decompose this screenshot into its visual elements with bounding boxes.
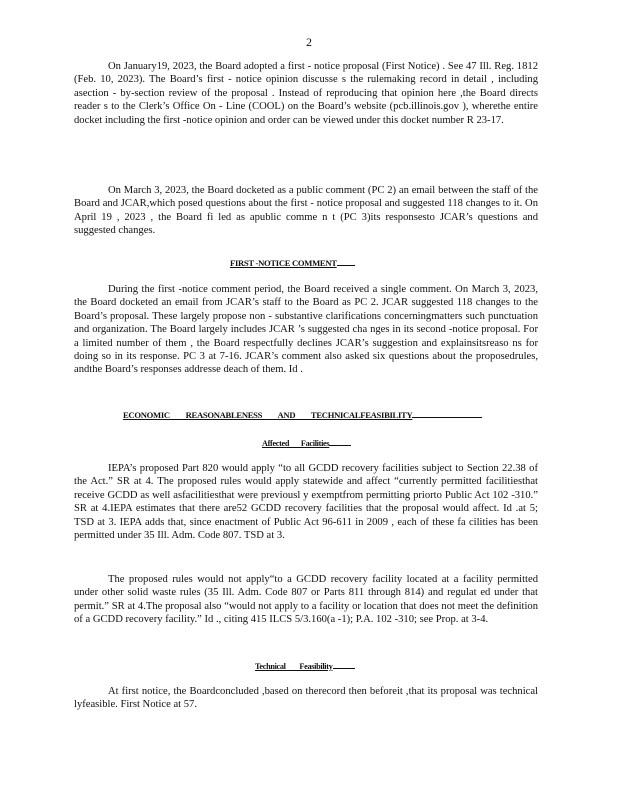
heading-underline-tail [337, 256, 355, 266]
heading-text: FIRST -NOTICE COMMENT [230, 258, 337, 268]
paragraph-technical-feasibility [74, 685, 538, 712]
section-heading-first-notice-comment [230, 256, 355, 270]
paragraph-public-comments [74, 184, 538, 238]
paragraph-text: On January19, 2023, the Board adopted a first - notice proposal (First Notice) . See 47 Ill. Reg. 1812 (Feb. 10, 2023). The Board’s first - notice opinion discusse s the rulemaking record in detail , including asection - by-section review of the proposal . Instead of reproducing that opinion here ,the Board directs reader s to the Clerk’s Office On - Line (COOL) on the Board’s website (pcb.illinois.gov ), wherethe entire docket including the first -notice opinion and order can be viewed under this docket number R 23-17. [74, 61, 538, 126]
section-heading-economic-reasonableness [123, 408, 482, 422]
paragraph-text: At first notice, the Boardconcluded ,based on therecord then beforeit ,that its proposal was technical lyfeasible. First Notice at 57. [74, 686, 538, 711]
heading-underline-tail [412, 408, 482, 418]
subheading-affected-facilities [262, 436, 351, 450]
paragraph-first-notice-adoption [74, 60, 538, 127]
heading-underline-tail [329, 436, 351, 446]
heading-text: ECONOMIC REASONABLENESS AND TECHNICALFEASIBILITY [123, 410, 413, 420]
heading-underline-tail [333, 659, 355, 669]
paragraph-first-notice-comment [74, 283, 538, 377]
paragraph-applicability [74, 573, 538, 627]
paragraph-text: The proposed rules would not apply“to a GCDD recovery facility located at a facility permitted under other solid waste rules (35 Ill. Adm. Code 807 or Parts 811 through 814) and regulat ed under that permit.” SR at 4.The proposal also “would not apply to a facility or location that does not meet the definition of a GCDD recovery facility.” Id ., citing 415 ILCS 5/3.160(a -1); P.A. 102 -310; see Prop. at 3-4. [74, 574, 538, 626]
paragraph-text: During the first -notice comment period, the Board received a single comment. On March 3, 2023, the Board docketed an email from JCAR’s staff to the Board as PC 2. JCAR suggested 118 changes to the Board’s proposal. These largely propose non - substantive clarifications concerningmatters such punctuation and organization. The Board largely includes JCAR ’s suggested cha nges in its second -notice proposal. For a limited number of them , the Board respectfully declines JCAR’s suggestion and explainsitsreaso ns for doing so in its response. PC 3 at 7-16. JCAR’s comment also asked six questions about the proposedrules, andthe Board’s responses addresse deach of them. Id . [74, 284, 538, 376]
heading-text: Technical Feasibility [255, 662, 333, 671]
heading-text: Affected Facilities [262, 439, 330, 448]
page-number: 2 [306, 35, 312, 49]
paragraph-text: On March 3, 2023, the Board docketed as a public comment (PC 2) an email between the staff of the Board and JCAR,which posed questions about the first - notice proposal and suggested 118 changes to it. On April 19 , 2023 , the Board fi led as apublic comme n t (PC 3)its responsesto JCAR’s questions and suggested changes. [74, 185, 538, 237]
paragraph-text: IEPA’s proposed Part 820 would apply “to all GCDD recovery facilities subject to Section 22.38 of the Act.” SR at 4. The proposed rules would apply statewide and affect “currently permitted facilitiesthat receive GCDD as well asfacilitiesthat were previousl y exemptfrom permitting priorto Public Act 102 -310.” SR at 4.IEPA estimates that there are52 GCDD recovery facilities that the proposal would affect. Id .at 5; TSD at 3. IEPA adds that, since enactment of Public Act 96-611 in 2009 , each of these fa cilities has been permitted under 35 Ill. Adm. Code 807. TSD at 3. [74, 463, 538, 542]
subheading-technical-feasibility [255, 659, 355, 673]
paragraph-affected-facilities [74, 462, 538, 542]
